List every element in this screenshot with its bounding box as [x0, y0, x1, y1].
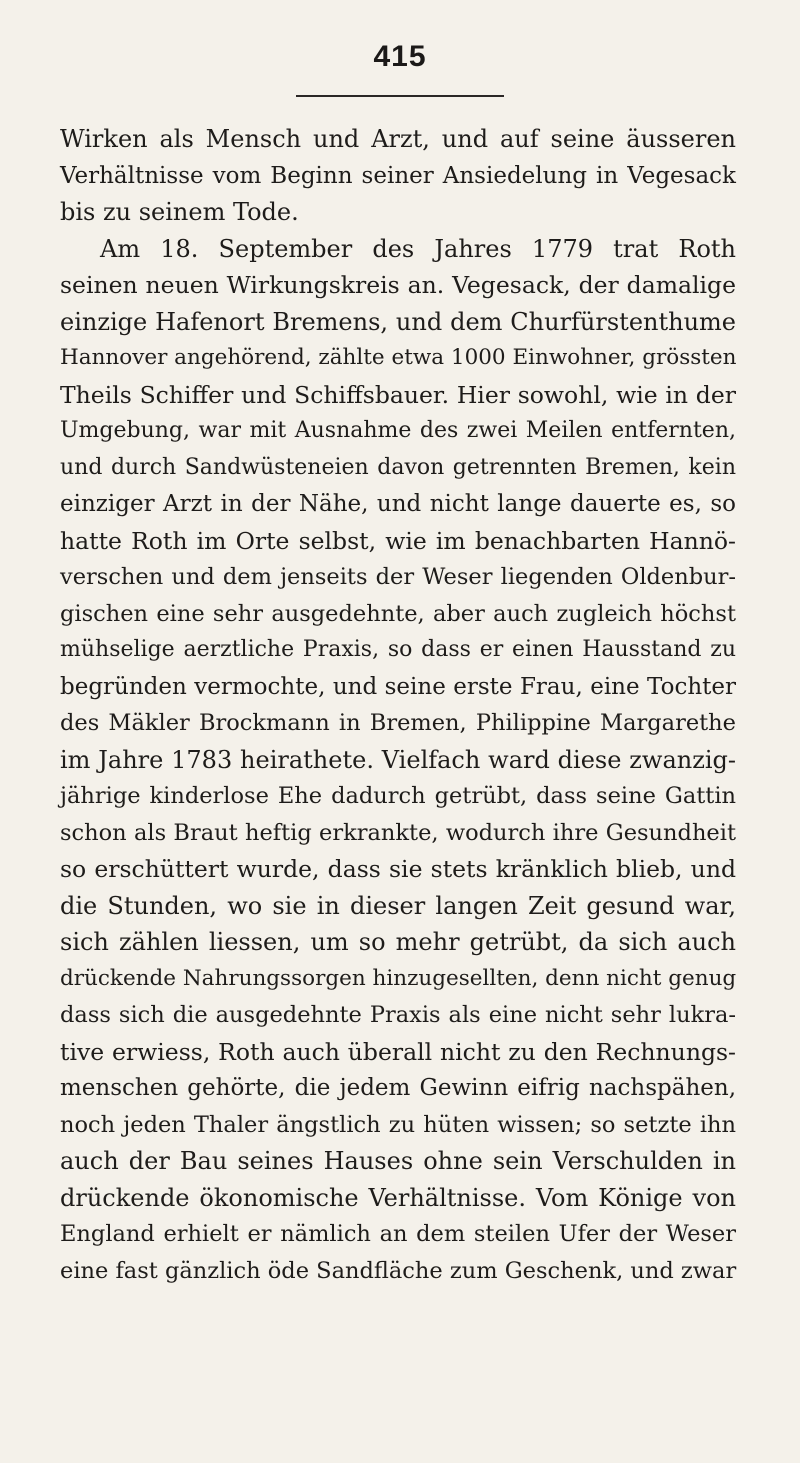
text-line: noch jeden Thaler ängstlich zu hüten wissen; so setzte ihn	[60, 1111, 736, 1138]
text-line: im Jahre 1783 heirathete. Vielfach ward diese zwanzig-	[60, 745, 736, 774]
text-line: jährige kinderlose Ehe dadurch getrübt, dass seine Gattin	[60, 783, 736, 809]
text-line: menschen gehörte, die jedem Gewinn eifrig nachspähen,	[60, 1075, 736, 1101]
text-line: Hannover angehörend, zählte etwa 1000 Einwohner, grössten	[60, 345, 737, 370]
text-line: hatte Roth im Orte selbst, wie im benachbarten Hannö-	[60, 526, 736, 555]
text-line: begründen vermochte, und seine erste Frau, eine Tochter	[60, 673, 736, 700]
text-line: die Stunden, wo sie in dieser langen Zeit gesund war,	[60, 891, 736, 920]
text-line: sich zählen liessen, um so mehr getrübt, da sich auch	[60, 928, 736, 956]
text-line: einziger Arzt in der Nähe, und nicht lange dauerte es, so	[60, 491, 736, 517]
text-line: drückende ökonomische Verhältnisse. Vom Könige von	[60, 1183, 736, 1212]
text-line: tive erwiess, Roth auch überall nicht zu den Rechnungs-	[60, 1037, 736, 1066]
text-line: Wirken als Mensch und Arzt, und auf seine äusseren	[60, 125, 736, 153]
text-line: bis zu seinem Tode.	[60, 198, 299, 226]
header-rule	[296, 95, 504, 97]
text-line: dass sich die ausgedehnte Praxis als eine nicht sehr lukra-	[60, 1002, 736, 1028]
text-line: auch der Bau seines Hauses ohne sein Verschulden in	[60, 1147, 736, 1175]
text-line: verschen und dem jenseits der Weser liegenden Oldenbur-	[60, 564, 736, 590]
text-line: Am 18. September des Jahres 1779 trat Roth	[100, 234, 736, 263]
text-line: Verhältnisse vom Beginn seiner Ansiedelung in Vegesack	[60, 162, 736, 189]
text-line: Theils Schiffer und Schiffsbauer. Hier sowohl, wie in der	[60, 380, 736, 409]
text-line: und durch Sandwüsteneien davon getrennten Bremen, kein	[60, 454, 736, 480]
text-line: seinen neuen Wirkungskreis an. Vegesack, der damalige	[60, 271, 736, 299]
text-line: so erschüttert wurde, dass sie stets kränklich blieb, und	[60, 855, 736, 883]
text-line: England erhielt er nämlich an dem steilen Ufer der Weser	[60, 1221, 736, 1247]
text-line: drückende Nahrungssorgen hinzugesellten, denn nicht genug	[60, 965, 737, 991]
page-number: 415	[373, 40, 427, 73]
text-line: Umgebung, war mit Ausnahme des zwei Meilen entfernten,	[60, 418, 736, 443]
text-line: einzige Hafenort Bremens, und dem Churfürstenthume	[60, 307, 736, 336]
body-text	[60, 121, 736, 1289]
text-line: des Mäkler Brockmann in Bremen, Philippine Margarethe	[60, 710, 736, 736]
text-line: eine fast gänzlich öde Sandfläche zum Geschenk, und zwar	[60, 1257, 737, 1284]
text-line: mühselige aerztliche Praxis, so dass er einen Hausstand zu	[60, 637, 736, 662]
text-line: schon als Braut heftig erkrankte, wodurch ihre Gesundheit	[60, 819, 736, 846]
text-line: gischen eine sehr ausgedehnte, aber auch zugleich höchst	[60, 600, 736, 627]
